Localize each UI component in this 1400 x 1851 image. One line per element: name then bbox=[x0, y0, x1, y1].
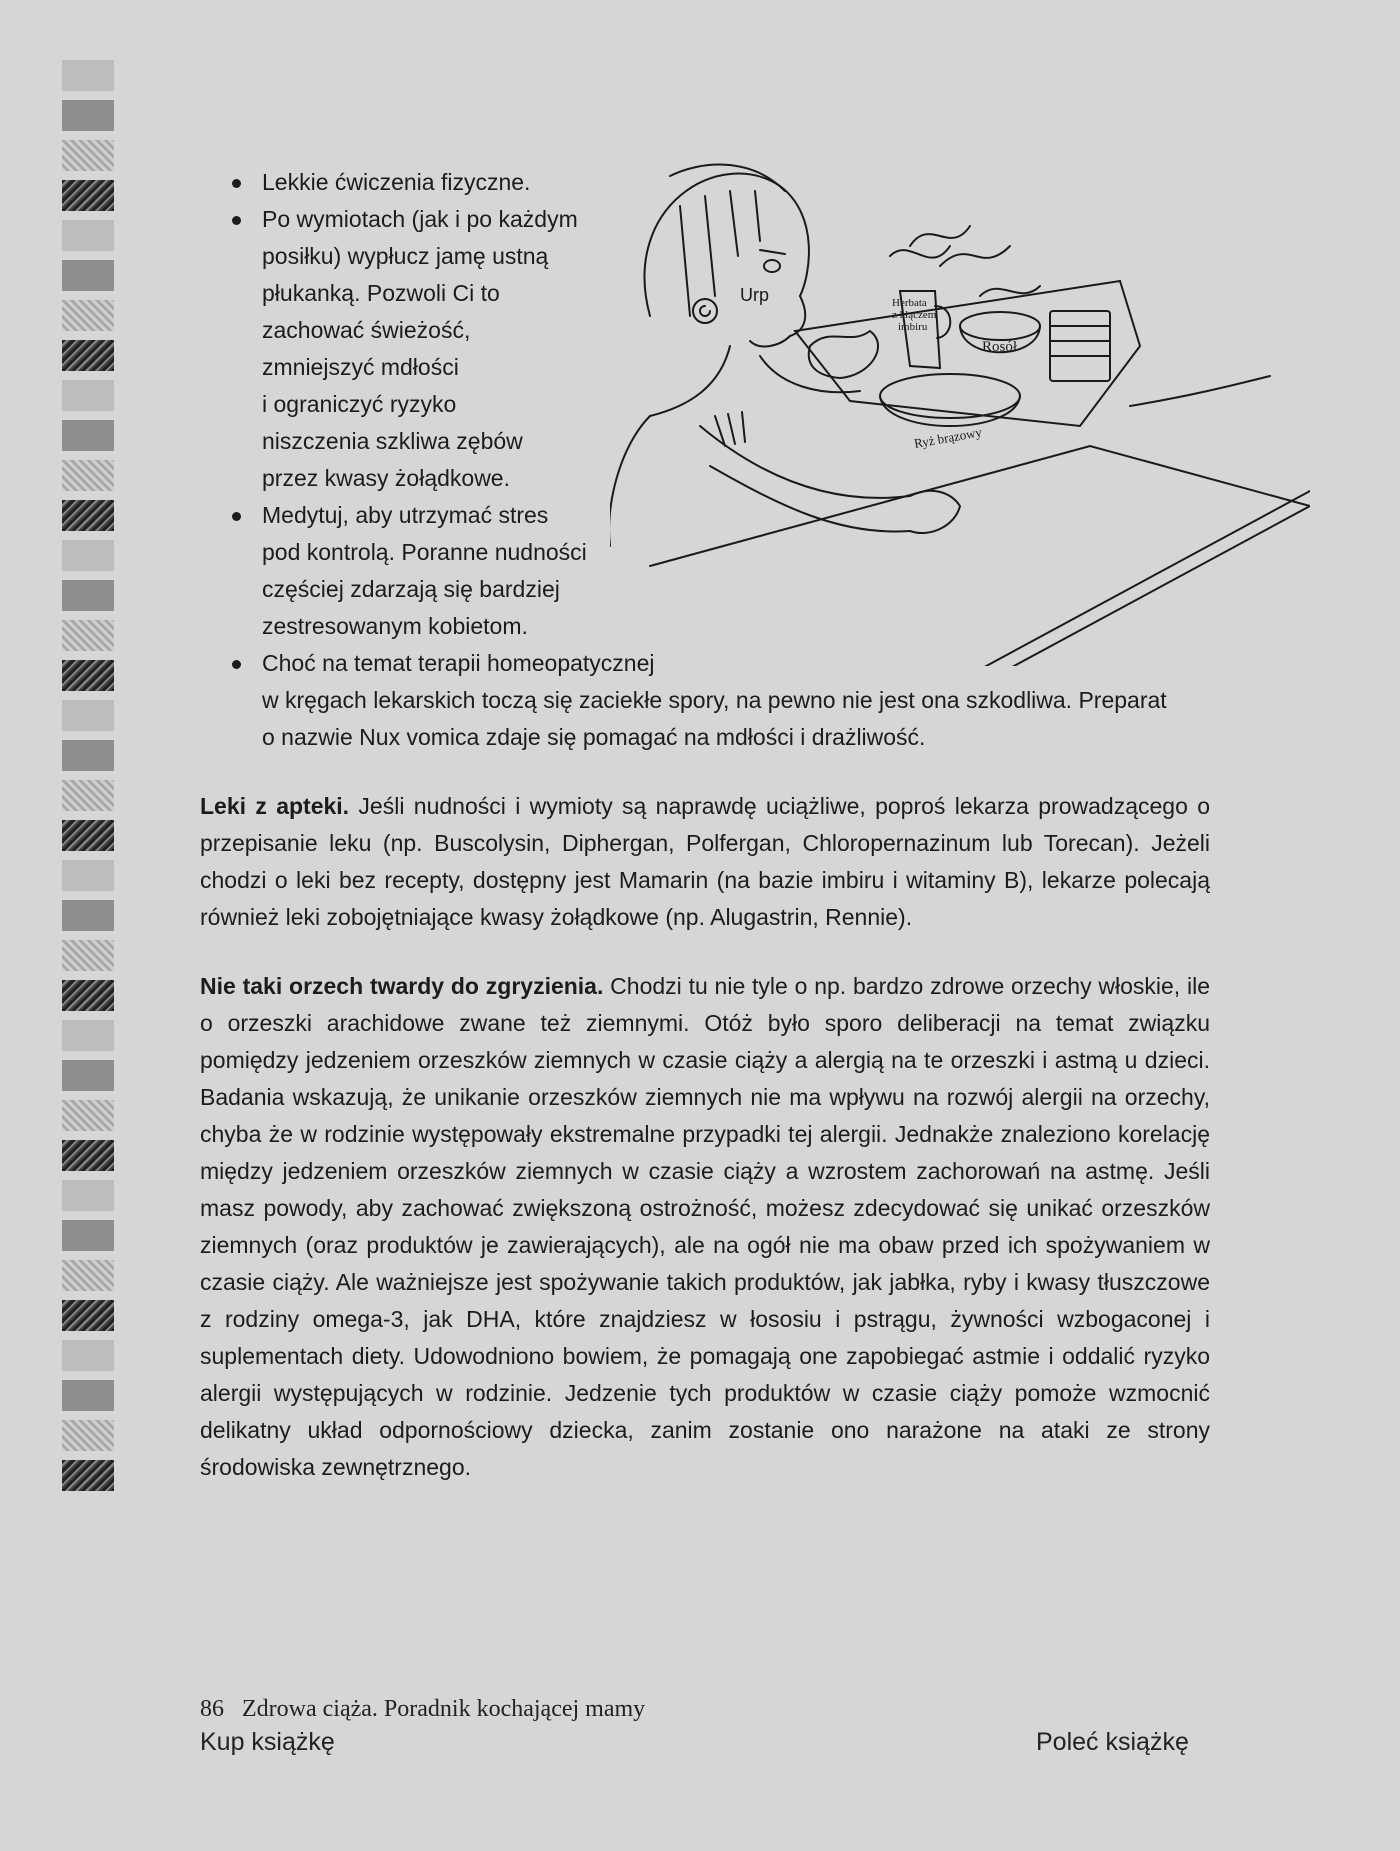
stripe-block bbox=[62, 940, 114, 971]
bullet-line: posiłku) wypłucz jamę ustną bbox=[262, 243, 549, 269]
stripe-block bbox=[62, 780, 114, 811]
stripe-block bbox=[62, 1420, 114, 1451]
stripe-block bbox=[62, 1140, 114, 1171]
bullet-line: w kręgach lekarskich toczą się zaciekłe spory, na pewno nie jest ona szkodliwa. Preparat bbox=[262, 687, 1167, 713]
paragraph-heading: Leki z apteki. bbox=[200, 793, 350, 819]
stripe-block bbox=[62, 380, 114, 411]
page-number: 86 bbox=[200, 1696, 224, 1722]
paragraph-heading: Nie taki orzech twardy do zgryzienia. bbox=[200, 973, 604, 999]
bullet-line: o nazwie Nux vomica zdaje się pomagać na mdłości i drażliwość. bbox=[262, 724, 926, 750]
stripe-block bbox=[62, 620, 114, 651]
bullet-line: niszczenia szkliwa zębów bbox=[262, 428, 523, 454]
stripe-block bbox=[62, 740, 114, 771]
bullet-list bbox=[200, 164, 1210, 756]
book-title: Zdrowa ciąża. Poradnik kochającej mamy bbox=[242, 1696, 646, 1722]
stripe-block bbox=[62, 460, 114, 491]
bullet-line: Lekkie ćwiczenia fizyczne. bbox=[262, 169, 531, 195]
buy-book-link[interactable]: Kup książkę bbox=[200, 1728, 335, 1756]
stripe-block bbox=[62, 140, 114, 171]
bullet-line: zestresowanym kobietom. bbox=[262, 613, 528, 639]
stripe-block bbox=[62, 820, 114, 851]
stripe-block bbox=[62, 540, 114, 571]
bullet-line: Po wymiotach (jak i po każdym bbox=[262, 206, 578, 232]
svg-text:imbiru: imbiru bbox=[898, 321, 928, 333]
paragraph-peanuts bbox=[200, 968, 1210, 1486]
bullet-item bbox=[200, 645, 1210, 756]
bullet-line: zmniejszyć mdłości bbox=[262, 354, 459, 380]
bullet-line: Medytuj, aby utrzymać stres bbox=[262, 502, 549, 528]
stripe-block bbox=[62, 260, 114, 291]
bullet-item bbox=[200, 497, 672, 645]
stripe-block bbox=[62, 220, 114, 251]
bullet-line: płukanką. Pozwoli Ci to bbox=[262, 280, 500, 306]
stripe-block bbox=[62, 500, 114, 531]
decorative-stripe bbox=[62, 60, 114, 1500]
stripe-block bbox=[62, 1180, 114, 1211]
stripe-block bbox=[62, 700, 114, 731]
bullet-line: zachować świeżość, bbox=[262, 317, 471, 343]
stripe-block bbox=[62, 60, 114, 91]
running-footer bbox=[200, 1696, 645, 1723]
paragraph-medicines bbox=[200, 788, 1210, 936]
stripe-block bbox=[62, 1220, 114, 1251]
bullet-item bbox=[200, 201, 672, 497]
bullet-line: przez kwasy żołądkowe. bbox=[262, 465, 510, 491]
stripe-block bbox=[62, 660, 114, 691]
stripe-block bbox=[62, 1100, 114, 1131]
bullet-line: częściej zdarzają się bardziej bbox=[262, 576, 560, 602]
bullet-line: pod kontrolą. Poranne nudności bbox=[262, 539, 587, 565]
stripe-block bbox=[62, 1020, 114, 1051]
stripe-block bbox=[62, 1300, 114, 1331]
svg-text:Herbata: Herbata bbox=[892, 297, 927, 309]
stripe-block bbox=[62, 580, 114, 611]
bullet-line: Choć na temat terapii homeopatycznej bbox=[262, 650, 655, 676]
stripe-block bbox=[62, 420, 114, 451]
stripe-block bbox=[62, 340, 114, 371]
svg-text:Rosół: Rosół bbox=[982, 339, 1018, 355]
stripe-block bbox=[62, 1260, 114, 1291]
stripe-block bbox=[62, 100, 114, 131]
svg-text:Ryż brązowy: Ryż brązowy bbox=[912, 424, 983, 451]
recommend-book-link[interactable]: Poleć książkę bbox=[1036, 1728, 1189, 1756]
stripe-block bbox=[62, 180, 114, 211]
stripe-block bbox=[62, 1460, 114, 1491]
stripe-block bbox=[62, 300, 114, 331]
bullet-item bbox=[200, 164, 672, 201]
stripe-block bbox=[62, 1340, 114, 1371]
paragraph-text: Chodzi tu nie tyle o np. bardzo zdrowe orzechy włoskie, ile o orzeszki arachidowe zwane też ziemnymi. Otóż było sporo deliberacji na temat związku pomiędzy jedzeniem orzeszków ziemnych w czasie ciąży a alergią na te orzeszki i astmą u dzieci. Badania wskazują, że unikanie orzeszków ziemnych nie ma wpływu na rozwój alergii na orzechy, chyba że w rodzinie występowały ekstremalne przypadki tej alergii. Jednakże znaleziono korelację między jedzeniem orzeszków ziemnych w czasie ciąży a wzrostem zachorowań na astmę. Jeśli masz powody, aby zachować zwiększoną ostrożność, możesz zdecydować się unikać orzeszków ziemnych (oraz produktów je zawierających), ale na ogół nie ma obaw przed ich spożywaniem w czasie ciąży. Ale ważniejsze jest spożywanie takich produktów, jak jabłka, ryby i kwasy tłuszczowe z rodziny omega-3, jak DHA, które znajdziesz w łososiu i pstrągu, żywności wzbogaconej i suplementach diety. Udowodniono bowiem, że pomagają one zapobiegać astmie i oddalić ryzyko alergii występujących w rodzinie. Jedzenie tych produktów w czasie ciąży pomoże wzmocnić delikatny układ odpornościowy dziecka, zanim zostanie ono narażone na ataki ze strony środowiska zewnętrznego. bbox=[200, 973, 1210, 1480]
stripe-block bbox=[62, 1380, 114, 1411]
page-content bbox=[200, 164, 1210, 1486]
svg-text:z kłączem: z kłączem bbox=[892, 309, 937, 321]
stripe-block bbox=[62, 1060, 114, 1091]
svg-text:Urp: Urp bbox=[740, 285, 770, 305]
stripe-block bbox=[62, 860, 114, 891]
bullet-line: i ograniczyć ryzyko bbox=[262, 391, 457, 417]
stripe-block bbox=[62, 900, 114, 931]
paragraph-text: Jeśli nudności i wymioty są naprawdę uciążliwe, poproś lekarza prowadzącego o przepisanie leku (np. Buscolysin, Diphergan, Polfergan, Chloropernazinum lub Torecan). Jeżeli chodzi o leki bez recepty, dostępny jest Mamarin (na bazie imbiru i witaminy B), lekarze polecają również leki zobojętniające kwasy żołądkowe (np. Alugastrin, Rennie). bbox=[200, 793, 1210, 930]
stripe-block bbox=[62, 980, 114, 1011]
